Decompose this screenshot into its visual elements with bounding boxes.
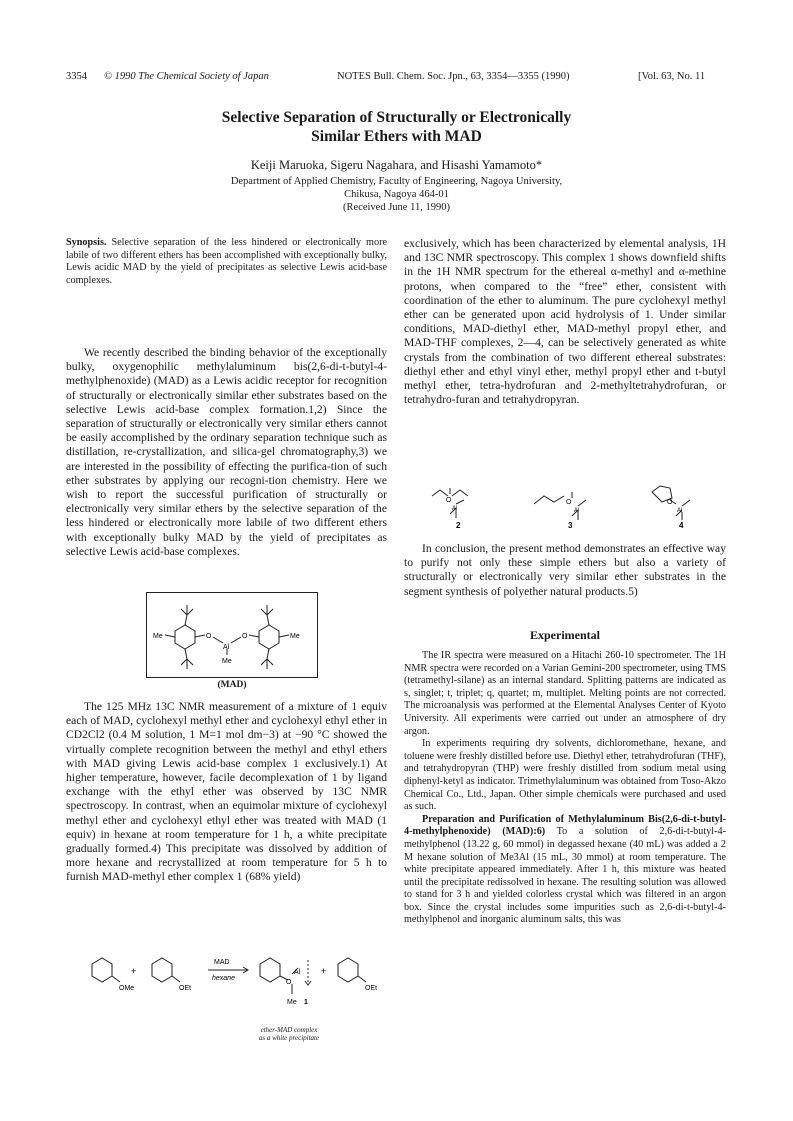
mad-al: Al: [223, 644, 230, 651]
experimental-section: [404, 650, 726, 927]
complex-4-o: O: [667, 499, 673, 506]
synopsis-label: Synopsis.: [66, 237, 107, 248]
complex-2-o: O: [446, 497, 452, 504]
scheme-ome: OMe: [119, 985, 135, 992]
mad-structure-box: [146, 592, 318, 678]
synopsis: [66, 237, 387, 287]
mad-me-right: Me: [290, 633, 300, 640]
nmr-text: The 125 MHz 13C NMR measurement of a mixture of 1 equiv each of MAD, cyclohexyl methyl ether and cyclohexyl ethyl ether in CD2Cl2 (0.4 M solution, 1 M=1 mol dm−3) at −90 °C showed the virtually complete recognition between the methyl and ethyl ethers with MAD giving Lewis acid-base complex 1 exclusively.1) At higher temperature, however, facile decomplexation of 1 by ligand exchange with the ethyl ether was observed by 13C NMR spectroscopy. In contrast, when an equimolar mixture of cyclohexyl methyl ether and cyclohexyl ethyl ether was treated with MAD (1 equiv) in hexane at room temperature for 1 h, a white precipitate gradually formed.4) This precipitate was dissolved by addition of more hexane and recrystallized at room temperature for 5 h to furnish MAD-methyl ether complex 1 (68% yield): [66, 700, 387, 884]
scheme-al: Al: [294, 969, 301, 976]
complex-3-o: O: [566, 499, 572, 506]
scheme-oet-2: OEt: [365, 985, 378, 992]
mad-o-left: O: [206, 633, 212, 640]
complexes-figure: [404, 470, 726, 530]
scheme-arrow-top: MAD: [214, 959, 230, 966]
scheme-number: 1: [304, 999, 308, 1006]
scheme-caption-line-1: ether-MAD complex: [260, 1026, 318, 1034]
complex-3-al: Al: [574, 508, 580, 514]
affiliation-line-1: Department of Applied Chemistry, Faculty of Engineering, Nagoya University,: [230, 176, 563, 187]
article-title: [0, 108, 793, 146]
volume-info: [Vol. 63, No. 11: [638, 71, 706, 82]
received-date: (Received June 11, 1990): [343, 202, 450, 213]
complex-4-al: Al: [677, 508, 683, 514]
title-line-1: Selective Separation of Structurally or Electronically: [221, 109, 572, 126]
scheme-caption-line-2: as a white precipitate: [258, 1034, 320, 1042]
mad-structure: [147, 593, 317, 677]
reaction-scheme: [86, 948, 386, 1056]
synopsis-text: Selective separation of the less hindered or electronically more labile of two different ethers has been accomplished with exceptionally bulky, Lewis acidic MAD by the yield of precipitates as selective Lewis acid-base complexes.: [66, 237, 387, 286]
mad-prep-text: To a solution of 2,6-di-t-butyl-4-methylphenol (13.22 g, 60 mmol) in degassed hexane (40 mL) was added a 2 M hexane solution of Me3Al (15 mL, 30 mmol) at room temperature. The white precipitate appeared immediately. After 1 h, this mixture was heated until the precipitate redissolved in hexane. The resulting solution was allowed to stand for 3 h and yielded colorless crystal which was filtered in an argon box. Since the crystal includes some impurities such as 2,6-di-t-butyl-4-methylphenol and inorganic aluminum salts, this was: [404, 826, 726, 926]
nmr-paragraph: [66, 700, 387, 885]
results-paragraph: [404, 237, 726, 407]
scheme-caption: [234, 1026, 344, 1042]
affiliation-line-2: Chikusa, Nagoya 464-01: [344, 189, 449, 200]
complex-2-al: Al: [452, 506, 458, 512]
experimental-general: The IR spectra were measured on a Hitachi 260-10 spectrometer. The 1H NMR spectra were recorded on a Varian Gemini-200 spectrometer, using TMS (tetramethyl-silane) as an internal standard. Splitting patterns are indicated as s, singlet; t, triplet; q, quartet; m, multiplet. Melting points are not corrected. The microanalysis was performed at the Elemental Analyses Center of Kyoto University. All experiments were carried out under an atmosphere of dry argon.: [404, 650, 726, 737]
scheme-arrow-bottom: hexane: [212, 975, 235, 982]
scheme-o: O: [286, 979, 292, 986]
page-number: 3354: [66, 71, 87, 82]
experimental-heading: Experimental: [530, 628, 600, 642]
title-line-2: Similar Ethers with MAD: [311, 128, 482, 145]
intro-paragraph: [66, 346, 387, 559]
complex-label-4: 4: [679, 521, 684, 530]
mad-caption: (MAD): [217, 680, 247, 690]
mad-prep-heading: Preparation and Purification of Methylaluminum Bis(2,6-di-t-butyl-4-methylphenoxide) (MAD):6): [404, 813, 726, 838]
mad-me-left: Me: [153, 633, 163, 640]
affiliation: [0, 175, 793, 214]
complexes-drawing: [404, 470, 726, 530]
complex-label-3: 3: [568, 521, 573, 530]
complex-label-2: 2: [456, 521, 461, 530]
scheme-plus-1: +: [131, 966, 137, 976]
mad-o-right: O: [242, 633, 248, 640]
scheme-plus-2: +: [321, 966, 327, 976]
experimental-solvents: In experiments requiring dry solvents, dichloromethane, hexane, and toluene were freshly distilled before use. Diethyl ether, tetrahydrofuran (THF), and tetrahydropyran (THP) were freshly distilled from sodium metal using diphenyl-ketyl as indicator. Trimethylaluminum was obtained from Toso-Akzo Chemical Co., Ltd., Japan. Other simple chemicals were purchased and used as such.: [404, 738, 726, 813]
scheme-me: Me: [287, 999, 297, 1006]
conclusion-text: In conclusion, the present method demonstrates an effective way to purify not only these simple ethers but also a variety of structurally or electronically very similar ether substrates in the segment synthesis of polyether natural products.5): [404, 542, 726, 598]
conclusion-paragraph: [404, 542, 726, 599]
copyright-line: © 1990 The Chemical Society of Japan: [104, 71, 269, 82]
intro-text: We recently described the binding behavior of the exceptionally bulky, oxygenophilic methylaluminum bis(2,6-di-t-butyl-4-methylphenoxide) (MAD) as a Lewis acidic receptor for recognition of structurally or electronically similar ether substrates based on the selective Lewis acid-base complex formation.1,2) Since the separation of structurally or electronically very similar ethers cannot be easily accomplished by the ordinary separation technique such as distillation, re-crystallization, and silica-gel chromatography,3) we are interested in the possibility of effecting the purifica-tion of such ether substrates by applying our recogni-tion chemistry. Here we wish to report the successful purification of structurally or electronically very similar ethers by the selective separation of the less hindered or electronically more labile of two different ethers with exceptionally bulky MAD by the yield of precipitates as selective Lewis acid-base complexes.: [66, 346, 387, 558]
author-list: Keiji Maruoka, Sigeru Nagahara, and Hisashi Yamamoto*: [250, 158, 543, 172]
journal-citation: NOTES Bull. Chem. Soc. Jpn., 63, 3354—3355 (1990): [337, 71, 570, 82]
mad-me-bottom: Me: [222, 658, 232, 665]
results-text: exclusively, which has been characterized by elemental analysis, 1H and 13C NMR spectroscopy. This complex 1 shows downfield shifts in the 1H NMR spectrum for the ethereal α-methyl and α-methine protons, when compared to the “free” ether, consistent with coordination of the ether to aluminum. The pure cyclohexyl methyl ether can be generated upon acid hydrolysis of 1. Under similar conditions, MAD-diethyl ether, MAD-methyl propyl ether, and MAD-THF complexes, 2—4, can be selectively generated as white crystals from the combination of two different ethereal substrates: diethyl ether and ethyl vinyl ether, methyl propyl ether and t-butyl methyl ether, tetra-hydrofuran and 2-methyltetrahydrofuran, or tetrahydro-furan and tetrahydropyran.: [404, 237, 726, 407]
scheme-oet: OEt: [179, 985, 192, 992]
